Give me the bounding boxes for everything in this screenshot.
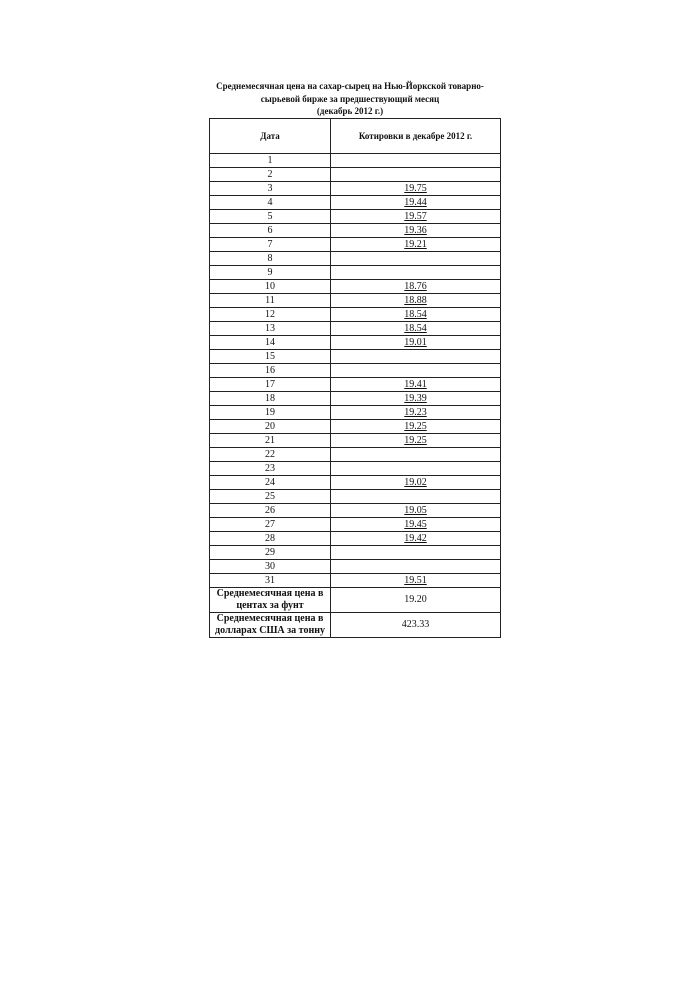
quote-cell [331, 364, 501, 378]
summary-label [210, 613, 331, 638]
summary-value: 423.33 [331, 613, 501, 638]
title-line-3: (декабрь 2012 г.) [316, 106, 384, 116]
quote-value: 19.41 [404, 378, 427, 390]
quote-cell [331, 308, 501, 322]
quote-value: 19.05 [404, 504, 427, 516]
quote-value: 18.76 [404, 280, 427, 292]
quote-cell [331, 196, 501, 210]
quote-value: 19.36 [404, 224, 427, 236]
day-cell: 14 [210, 336, 331, 350]
quote-value: 19.45 [404, 518, 427, 530]
day-cell: 15 [210, 350, 331, 364]
quote-value: 19.75 [404, 182, 427, 194]
table-header-row [210, 119, 501, 154]
table-row [210, 182, 501, 196]
quote-cell [331, 168, 501, 182]
day-cell: 22 [210, 448, 331, 462]
table-row [210, 364, 501, 378]
table-row [210, 574, 501, 588]
table-row [210, 420, 501, 434]
day-cell: 6 [210, 224, 331, 238]
quote-value: 18.54 [404, 308, 427, 320]
table-row [210, 546, 501, 560]
table-row [210, 532, 501, 546]
day-cell: 28 [210, 532, 331, 546]
table-row [210, 168, 501, 182]
table-row [210, 350, 501, 364]
table-row [210, 210, 501, 224]
day-cell: 30 [210, 560, 331, 574]
day-cell: 27 [210, 518, 331, 532]
table-row [210, 266, 501, 280]
quotes-table [209, 118, 501, 638]
summary-label-line-2: центах за фунт [236, 600, 304, 611]
quote-value: 19.21 [404, 238, 427, 250]
quote-cell [331, 336, 501, 350]
summary-body [210, 588, 501, 638]
day-cell: 23 [210, 462, 331, 476]
quote-value: 18.54 [404, 322, 427, 334]
day-cell: 7 [210, 238, 331, 252]
quote-cell [331, 294, 501, 308]
table-row [210, 392, 501, 406]
table-row [210, 224, 501, 238]
day-cell: 20 [210, 420, 331, 434]
quote-value: 19.44 [404, 196, 427, 208]
day-cell: 3 [210, 182, 331, 196]
quote-cell [331, 448, 501, 462]
day-cell: 19 [210, 406, 331, 420]
table-row [210, 462, 501, 476]
day-cell: 21 [210, 434, 331, 448]
title-line-2: сырьевой бирже за предшествующий месяц [260, 93, 440, 104]
quote-cell [331, 154, 501, 168]
table-row [210, 378, 501, 392]
quote-cell [331, 574, 501, 588]
table-body [210, 154, 501, 588]
day-cell: 24 [210, 476, 331, 490]
day-cell: 16 [210, 364, 331, 378]
quote-cell [331, 434, 501, 448]
quote-cell [331, 462, 501, 476]
quote-cell [331, 266, 501, 280]
day-cell: 26 [210, 504, 331, 518]
day-cell: 31 [210, 574, 331, 588]
table-row [210, 518, 501, 532]
quote-value: 19.02 [404, 476, 427, 488]
day-cell: 18 [210, 392, 331, 406]
table-row [210, 504, 501, 518]
title-line-1: Среднемесячная цена на сахар-сырец на Нью-Йоркской товарно- [216, 81, 484, 91]
quote-value: 19.23 [404, 406, 427, 418]
quote-cell [331, 378, 501, 392]
day-cell: 29 [210, 546, 331, 560]
quote-cell [331, 546, 501, 560]
table-row [210, 294, 501, 308]
quote-cell [331, 224, 501, 238]
table-row [210, 336, 501, 350]
quote-cell [331, 280, 501, 294]
summary-label-line-1: Среднемесячная цена в [216, 613, 324, 624]
day-cell: 12 [210, 308, 331, 322]
summary-value: 19.20 [331, 588, 501, 613]
quote-value: 19.39 [404, 392, 427, 404]
table-row [210, 322, 501, 336]
table-row [210, 308, 501, 322]
quote-cell [331, 518, 501, 532]
day-cell: 25 [210, 490, 331, 504]
quote-cell [331, 490, 501, 504]
summary-label [210, 588, 331, 613]
day-cell: 8 [210, 252, 331, 266]
document-title [200, 80, 500, 118]
day-cell: 11 [210, 294, 331, 308]
quote-cell [331, 238, 501, 252]
summary-label-line-2: долларах США за тонну [215, 625, 325, 636]
quote-value: 18.88 [404, 294, 427, 306]
day-cell: 10 [210, 280, 331, 294]
table-row [210, 196, 501, 210]
summary-label-line-1: Среднемесячная цена в [216, 588, 324, 599]
quote-cell [331, 392, 501, 406]
table-row [210, 280, 501, 294]
table-row [210, 406, 501, 420]
day-cell: 1 [210, 154, 331, 168]
quote-cell [331, 476, 501, 490]
table-row [210, 154, 501, 168]
table-row [210, 252, 501, 266]
table-row [210, 238, 501, 252]
quote-cell [331, 532, 501, 546]
header-date: Дата [210, 119, 331, 154]
quote-cell [331, 252, 501, 266]
quote-cell [331, 322, 501, 336]
day-cell: 13 [210, 322, 331, 336]
quote-value: 19.25 [404, 434, 427, 446]
quote-cell [331, 182, 501, 196]
quote-value: 19.51 [404, 574, 427, 586]
header-value: Котировки в декабре 2012 г. [331, 119, 501, 154]
summary-row [210, 613, 501, 638]
table-row [210, 448, 501, 462]
day-cell: 4 [210, 196, 331, 210]
quote-value: 19.01 [404, 336, 427, 348]
table-row [210, 490, 501, 504]
quote-cell [331, 210, 501, 224]
table-row [210, 434, 501, 448]
quote-cell [331, 406, 501, 420]
day-cell: 17 [210, 378, 331, 392]
quote-cell [331, 504, 501, 518]
quote-cell [331, 560, 501, 574]
quote-value: 19.57 [404, 210, 427, 222]
quote-value: 19.42 [404, 532, 427, 544]
day-cell: 2 [210, 168, 331, 182]
quote-cell [331, 350, 501, 364]
quote-value: 19.25 [404, 420, 427, 432]
summary-row [210, 588, 501, 613]
quote-cell [331, 420, 501, 434]
day-cell: 5 [210, 210, 331, 224]
table-row [210, 476, 501, 490]
table-row [210, 560, 501, 574]
day-cell: 9 [210, 266, 331, 280]
